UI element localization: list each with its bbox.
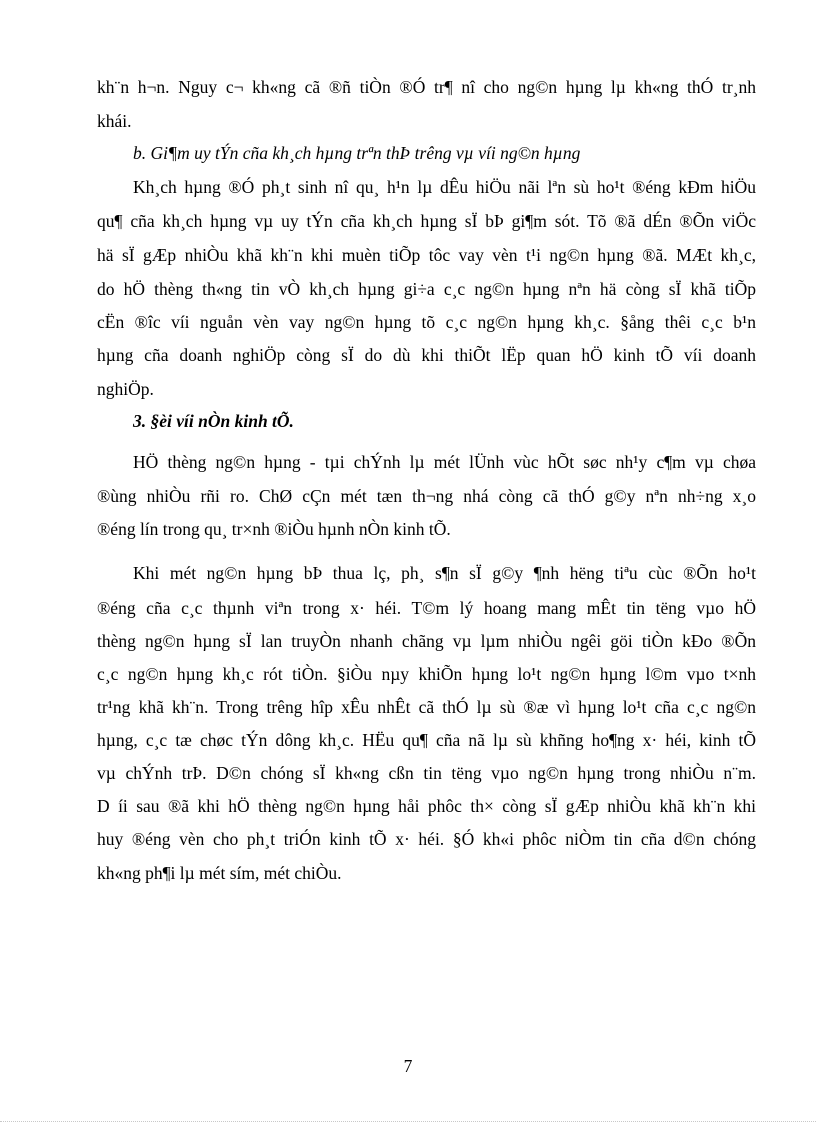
- paragraph-line: thèng ng©n hµng sÏ lan truyÒn nhanh chãng vµ lµm nhiÒu ngêi göi tiÒn kÐo ®Õn: [97, 631, 756, 651]
- paragraph-line: Khi mét ng©n hµng bÞ thua lç, ph¸ s¶n sÏ g©y ¶nh hëng tiªu cùc ®Õn ho¹t: [133, 563, 756, 583]
- paragraph-line: Kh¸ch hµng ®Ó ph¸t sinh nî qu¸ h¹n lµ dÊu hiÖu nãi lªn sù ho¹t ®éng kÐm hiÖu: [133, 177, 756, 197]
- section-heading: b. Gi¶m uy tÝn cña kh¸ch hµng trªn thÞ trêng vµ víi ng©n hµng: [133, 143, 581, 163]
- paragraph-line: hä sÏ gÆp nhiÒu khã kh¨n khi muèn tiÕp tôc vay vèn t¹i ng©n hµng ®ã. MÆt kh¸c,: [97, 245, 756, 265]
- paragraph-line: nghiÖp.: [97, 379, 154, 399]
- paragraph-line: do hÖ thèng th«ng tin vÒ kh¸ch hµng gi÷a c¸c ng©n hµng nªn hä còng sÏ khã tiÕp: [97, 279, 756, 299]
- paragraph-line: kh¨n h¬n. Nguy c¬ kh«ng cã ®ñ tiÒn ®Ó tr¶ nî cho ng©n hµng lµ kh«ng thÓ tr¸nh: [97, 77, 756, 97]
- section-heading: 3. §èi víi nÒn kinh tÕ.: [133, 411, 294, 431]
- paragraph-line: ®ùng nhiÒu rñi ro. ChØ cÇn mét tæn th¬ng nhá còng cã thÓ g©y nªn nh÷ng x¸o: [97, 486, 756, 506]
- paragraph-line: HÖ thèng ng©n hµng - tµi chÝnh lµ mét lÜnh vùc hÕt søc nh¹y c¶m vµ chøa: [133, 452, 756, 472]
- paragraph-line: c¸c ng©n hµng kh¸c rót tiÒn. §iÒu nµy khiÕn hµng lo¹t ng©n hµng l©m vµo t×nh: [97, 664, 756, 684]
- page-bottom-divider: [0, 1121, 816, 1122]
- paragraph-line: tr¹ng khã kh¨n. Trong trêng hîp xÊu nhÊt cã thÓ lµ sù ®æ vì hµng lo¹t cña c¸c ng©n: [97, 697, 756, 717]
- paragraph-line: cËn ®îc víi nguån vèn vay ng©n hµng tõ c¸c ng©n hµng kh¸c. §ång thêi c¸c b¹n: [97, 312, 756, 332]
- paragraph-line: vµ chÝnh trÞ. D©n chóng sÏ kh«ng cßn tin tëng vµo ng©n hµng trong nhiÒu n¨m.: [97, 763, 756, 783]
- paragraph-line: huy ®éng vèn cho ph¸t triÓn kinh tÕ x· héi. §Ó kh«i phôc niÒm tin cña d©n chóng: [97, 829, 756, 849]
- paragraph-line: ®éng lín trong qu¸ tr×nh ®iÒu hµnh nÒn kinh tÕ.: [97, 519, 451, 539]
- paragraph-line: kh«ng ph¶i lµ mét sím, mét chiÒu.: [97, 863, 342, 883]
- paragraph-line: D íi sau ®ã khi hÖ thèng ng©n hµng håi phôc th× còng sÏ gÆp nhiÒu khã kh¨n khi: [97, 796, 756, 816]
- paragraph-line: khái.: [97, 111, 132, 131]
- paragraph-line: hµng, c¸c tæ chøc tÝn dông kh¸c. HËu qu¶ cña nã lµ sù khñng ho¶ng x· héi, kinh tÕ: [97, 730, 756, 750]
- paragraph-line: qu¶ cña kh¸ch hµng vµ uy tÝn cña kh¸ch hµng sÏ bÞ gi¶m sót. Tõ ®ã dÉn ®Õn viÖc: [97, 211, 756, 231]
- paragraph-line: ®éng cña c¸c thµnh viªn trong x· héi. T©m lý hoang mang mÊt tin tëng vµo hÖ: [97, 598, 756, 618]
- page-number: 7: [403, 1056, 413, 1076]
- paragraph-line: hµng cña doanh nghiÖp còng sÏ do dù khi thiÕt lËp quan hÖ kinh tÕ víi doanh: [97, 345, 756, 365]
